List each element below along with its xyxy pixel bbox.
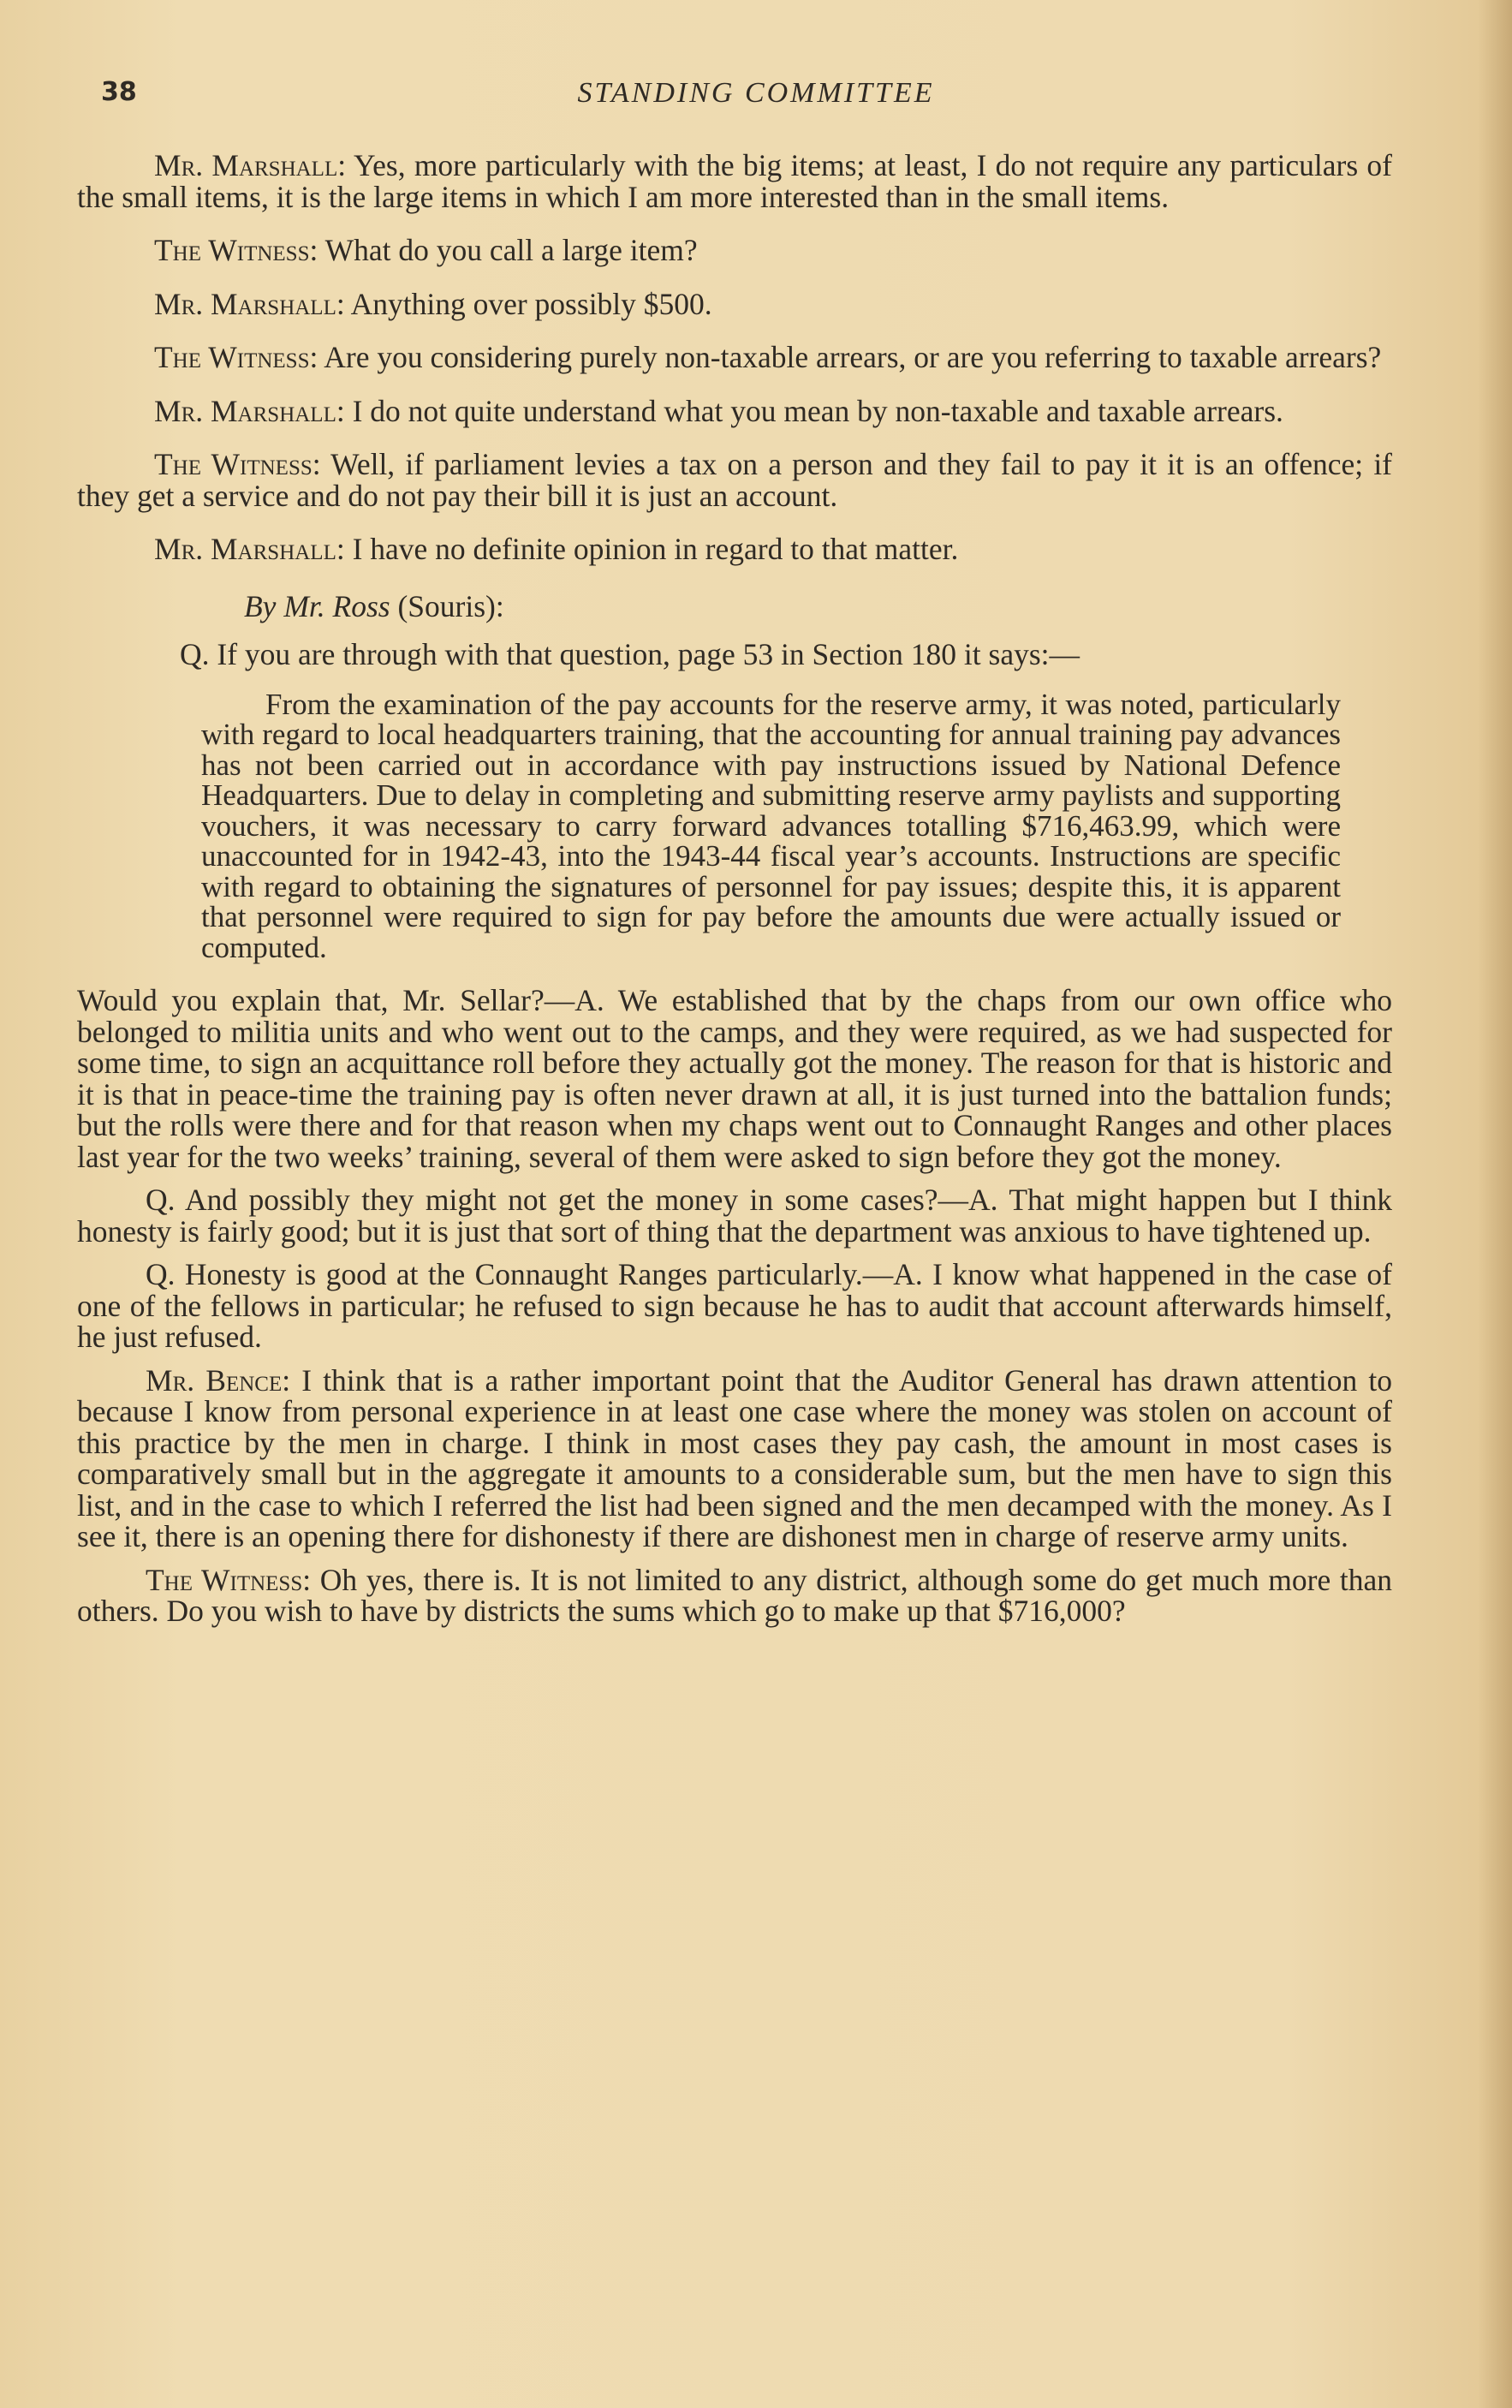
speech-paragraph	[77, 393, 1392, 428]
answer-paragraph: Q. Honesty is good at the Connaught Ranges particularly.—A. I know what happened in the case of one of the fellows in particular; he refused to sign because he has to audit that account afterwards himself, he just refused.	[77, 1257, 1392, 1354]
page-edge-shadow	[1478, 0, 1512, 2408]
speaker-name: The Witness:	[146, 1562, 312, 1597]
speech-paragraph	[77, 286, 1392, 321]
answer-paragraph: Would you explain that, Mr. Sellar?—A. We established that by the chaps from our own office who belonged to militia units and who went out to the camps, and they were required, as we had suspected for some time, to sign an acquittance roll before they actually got the money. The reason for that is historic and it is that in peace-time the training pay is often never drawn at all, it is just turned into the battalion funds; but the rolls were there and for that reason when my chaps went out to Connaught Ranges and other places last year for the two weeks’ training, several of them were asked to sign before they got the money.	[77, 983, 1392, 1174]
examiner-suffix: (Souris):	[390, 588, 504, 623]
question-intro: Q. If you are through with that question, page 53 in Section 180 it says:—	[180, 637, 1080, 671]
speech-text: I do not quite understand what you mean by non-taxable and taxable arrears.	[344, 393, 1283, 428]
speech-text: Are you considering purely non-taxable arrears, or are you referring to taxable arrears?	[318, 340, 1382, 374]
speech-text: I have no definite opinion in regard to that matter.	[344, 532, 959, 566]
speech-paragraph	[77, 235, 1392, 266]
speech-paragraph	[77, 1562, 1392, 1628]
quoted-report-excerpt: From the examination of the pay accounts for the reserve army, it was noted, particularly with regard to local headquarters training, that the accounting for annual training pay advances has not been carried out in accordance with pay instructions issued by National Defence Headquarters. Due to delay in completing and submitting reserve army paylists and supporting vouchers, it was necessary to carry forward advances totalling $716,463.99, which were unaccounted for in 1942-43, into the 1943-44 fiscal year’s accounts. Instructions are specific with regard to obtaining the signatures of personnel for pay issues; despite this, it is apparent that personnel were required to sign for pay before the amounts due were actually issued or computed.	[201, 687, 1341, 964]
speech-text: Anything over possibly $500.	[344, 286, 712, 321]
speaker-name: The Witness:	[154, 340, 318, 374]
examiner-name: By Mr. Ross	[244, 588, 390, 623]
speech-paragraph	[77, 449, 1392, 511]
speaker-name: Mr. Bence:	[146, 1362, 291, 1398]
speech-text: Well, if parliament levies a tax on a person and they fail to pay it it is an offence; if they get a service and do not pay their bill it is just an account.	[77, 447, 1393, 513]
page-number: 38	[101, 77, 137, 107]
speech-text: Yes, more particularly with the big items; at least, I do not require any particulars of the small items, it is the large items in which I am more interested than in the small items.	[77, 148, 1393, 214]
page-header	[0, 69, 1512, 120]
page-body	[77, 150, 1392, 1639]
running-title: STANDING COMMITTEE	[577, 77, 935, 109]
speech-paragraph	[77, 150, 1392, 212]
speech-paragraph	[77, 533, 1392, 565]
answer-paragraph: Q. And possibly they might not get the money in some cases?—A. That might happen but I think honesty is fairly good; but it is just that sort of thing that the department was anxious to have tightened up.	[77, 1183, 1392, 1249]
speaker-name: Mr. Marshall:	[154, 148, 347, 182]
speech-text: What do you call a large item?	[318, 233, 698, 267]
speaker-name: Mr. Marshall:	[154, 393, 345, 428]
speech-text: Oh yes, there is. It is not limited to any district, although some do get much more than others. Do you wish to have by districts the sums which go to make up that $716,000?	[77, 1562, 1392, 1628]
examiner-heading	[244, 588, 1392, 623]
speech-text: I think that is a rather important point that the Auditor General has drawn attention to because I know from personal experience in at least one case where the money was stolen on account of this practice by the men in charge. I think in most cases they pay cash, the amount in most cases is comparatively small but in the aggregate it amounts to a considerable sum, but the men have to sign this list, and in the case to which I referred the list had been signed and the men decamped with the money. As I see it, there is an opening there for dishonesty if there are dishonest men in charge of reserve army units.	[77, 1362, 1392, 1553]
speech-paragraph	[77, 1362, 1392, 1553]
speaker-name: Mr. Marshall:	[154, 532, 345, 566]
speaker-name: Mr. Marshall:	[154, 286, 345, 321]
speaker-name: The Witness:	[154, 233, 318, 267]
speech-paragraph	[77, 342, 1392, 373]
speaker-name: The Witness:	[154, 447, 321, 481]
